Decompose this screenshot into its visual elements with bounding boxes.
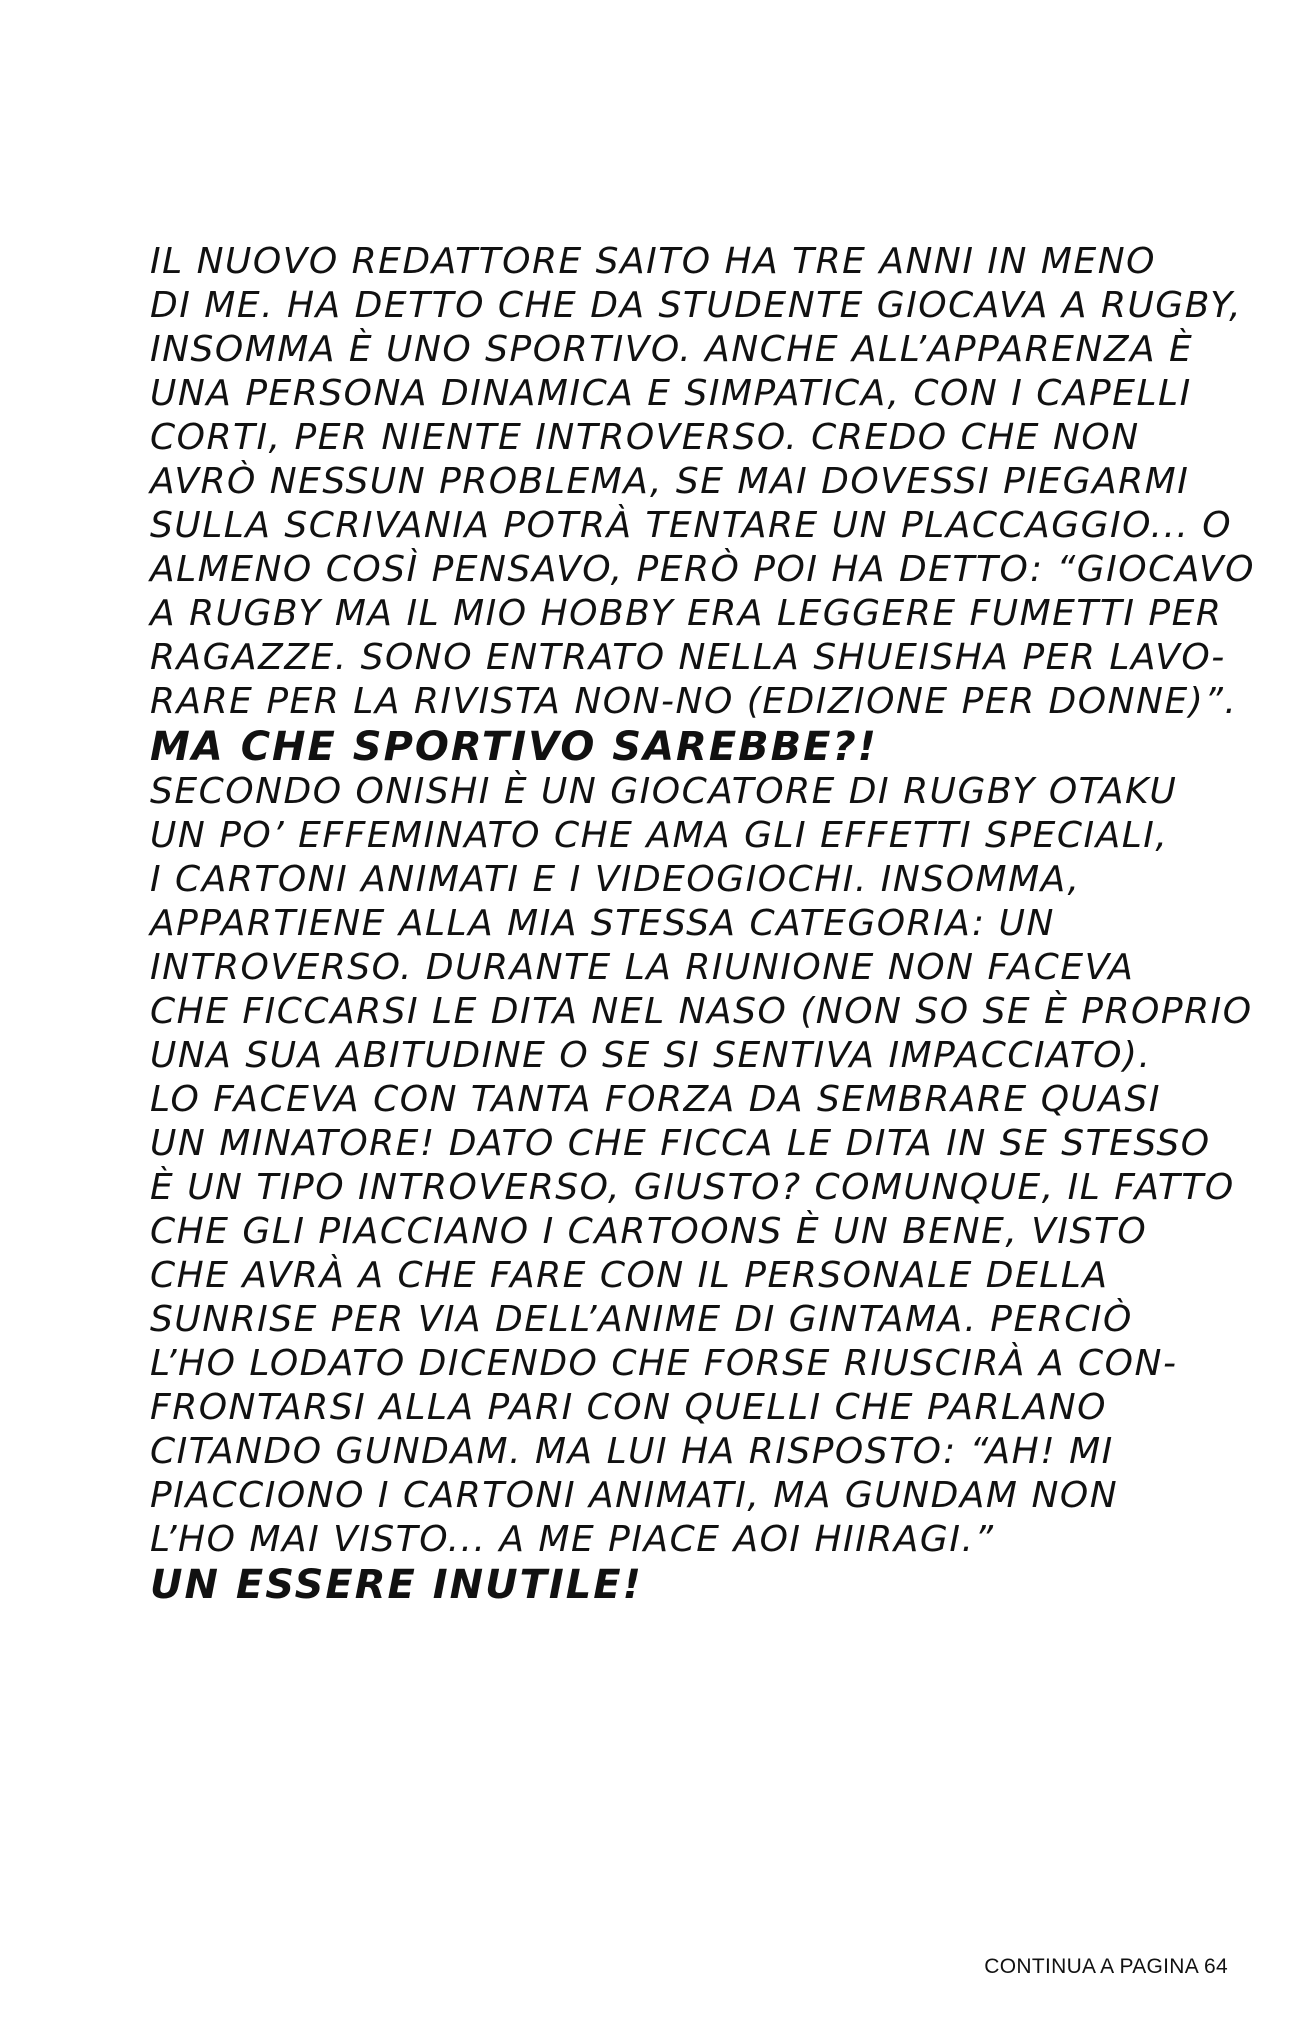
exclamation-line: UN ESSERE INUTILE!	[150, 1562, 643, 1608]
text-line: FRONTARSI ALLA PARI CON QUELLI CHE PARLANO	[150, 1387, 1108, 1428]
text-line: CHE FICCARSI LE DITA NEL NASO (NON SO SE È PROPRIO	[150, 991, 1253, 1032]
text-line: INSOMMA È UNO SPORTIVO. ANCHE ALL’APPARENZA È	[150, 329, 1194, 370]
text-line: UNA PERSONA DINAMICA E SIMPATICA, CON I CAPELLI	[150, 373, 1192, 414]
text-line: I CARTONI ANIMATI E I VIDEOGIOCHI. INSOMMA,	[150, 859, 1081, 900]
text-line: È UN TIPO INTROVERSO, GIUSTO? COMUNQUE, IL FATTO	[150, 1167, 1235, 1208]
text-line: CORTI, PER NIENTE INTROVERSO. CREDO CHE NON	[150, 417, 1140, 458]
text-line: SECONDO ONISHI È UN GIOCATORE DI RUGBY OTAKU	[150, 771, 1178, 812]
text-line: CITANDO GUNDAM. MA LUI HA RISPOSTO: “AH! MI	[150, 1431, 1114, 1472]
handwritten-text-block	[150, 240, 1255, 1608]
text-line: SULLA SCRIVANIA POTRÀ TENTARE UN PLACCAGGIO... O	[150, 505, 1233, 546]
text-line: PIACCIONO I CARTONI ANIMATI, MA GUNDAM NON	[150, 1475, 1119, 1516]
text-line: L’HO MAI VISTO... A ME PIACE AOI HIIRAGI.”	[150, 1519, 995, 1560]
text-line: UN MINATORE! DATO CHE FICCA LE DITA IN SE STESSO	[150, 1123, 1211, 1164]
text-line: RAGAZZE. SONO ENTRATO NELLA SHUEISHA PER LAVO-	[150, 637, 1226, 678]
text-line: SUNRISE PER VIA DELL’ANIME DI GINTAMA. PERCIÒ	[150, 1299, 1133, 1340]
exclamation-line: MA CHE SPORTIVO SAREBBE?!	[150, 724, 878, 770]
text-line: RARE PER LA RIVISTA NON-NO (EDIZIONE PER DONNE)”.	[150, 681, 1238, 722]
text-line: ALMENO COSÌ PENSAVO, PERÒ POI HA DETTO: “GIOCAVO	[150, 549, 1255, 590]
text-line: UN PO’ EFFEMINATO CHE AMA GLI EFFETTI SPECIALI,	[150, 815, 1169, 856]
text-line: L’HO LODATO DICENDO CHE FORSE RIUSCIRÀ A CON-	[150, 1343, 1178, 1384]
text-line: DI ME. HA DETTO CHE DA STUDENTE GIOCAVA A RUGBY,	[150, 285, 1243, 326]
text-line: UNA SUA ABITUDINE O SE SI SENTIVA IMPACCIATO).	[150, 1035, 1152, 1076]
text-line: A RUGBY MA IL MIO HOBBY ERA LEGGERE FUMETTI PER	[150, 593, 1223, 634]
text-line: INTROVERSO. DURANTE LA RIUNIONE NON FACEVA	[150, 947, 1135, 988]
text-line: LO FACEVA CON TANTA FORZA DA SEMBRARE QUASI	[150, 1079, 1161, 1120]
text-line: IL NUOVO REDATTORE SAITO HA TRE ANNI IN MENO	[150, 241, 1156, 282]
text-line: APPARTIENE ALLA MIA STESSA CATEGORIA: UN	[150, 903, 1055, 944]
text-line: CHE AVRÀ A CHE FARE CON IL PERSONALE DELLA	[150, 1255, 1109, 1296]
text-line: AVRÒ NESSUN PROBLEMA, SE MAI DOVESSI PIEGARMI	[150, 461, 1190, 502]
continued-page-note: CONTINUA A PAGINA 64	[984, 1955, 1228, 1978]
text-line: CHE GLI PIACCIANO I CARTOONS È UN BENE, VISTO	[150, 1211, 1148, 1252]
